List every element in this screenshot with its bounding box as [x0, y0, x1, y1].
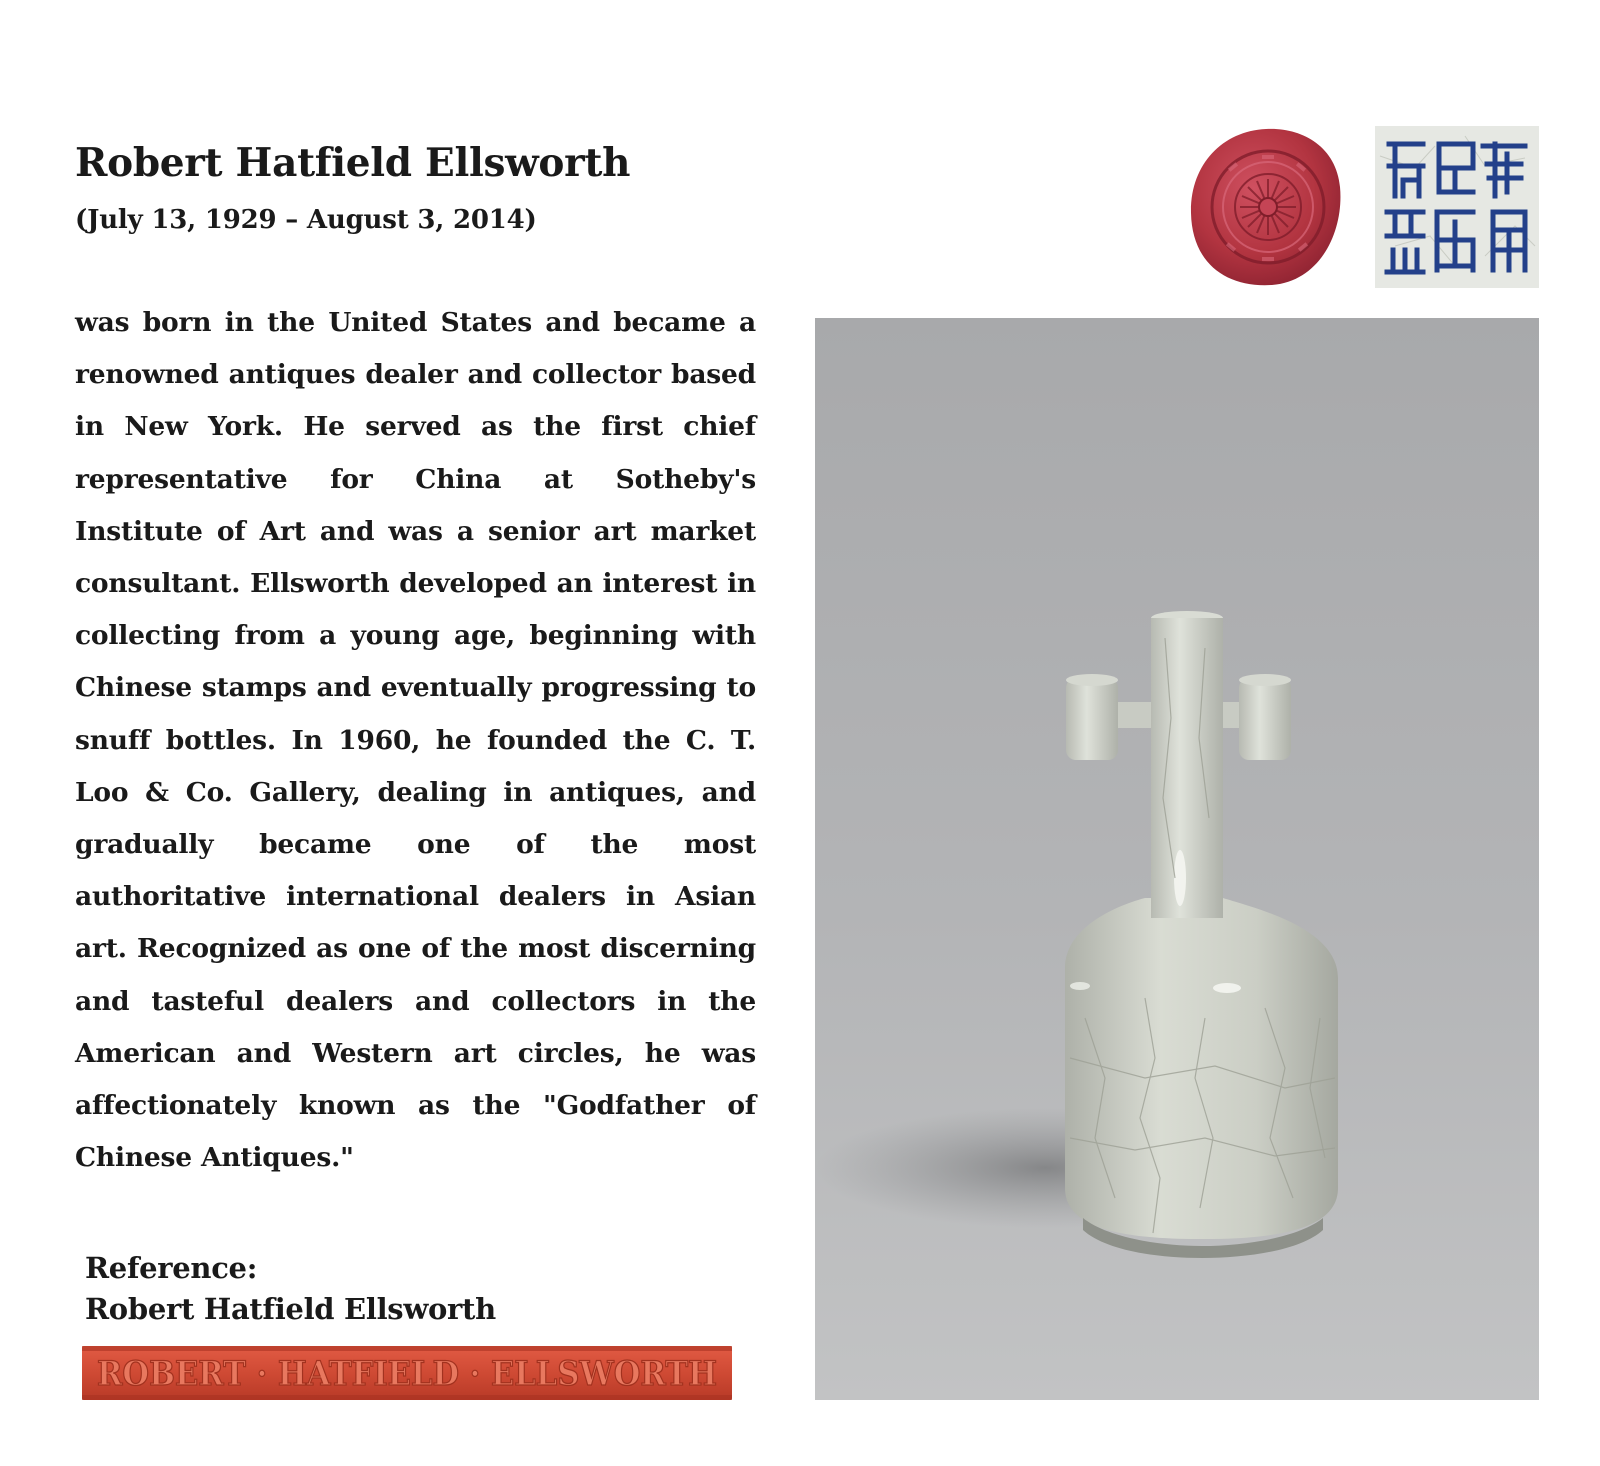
red-wax-seal-icon: [1188, 125, 1343, 288]
signature-stamp-image: [82, 1346, 732, 1400]
page-title: Robert Hatfield Ellsworth: [75, 140, 631, 186]
reference-label: Reference:: [85, 1251, 258, 1285]
celadon-vase-photo: [815, 318, 1539, 1400]
signature-stamp-text: ROBERT · HATFIELD · ELLSWORTH: [97, 1354, 717, 1394]
reference-name: Robert Hatfield Ellsworth: [85, 1292, 496, 1326]
blue-reign-mark-icon: [1375, 126, 1539, 288]
biography-text: was born in the United States and became a renowned antiques dealer and collector based in New York. He served as the first chief representative for China at Sotheby's Institute of Art and was a senior art market consultant. Ellsworth developed an interest in collecting from a young age, beginning with Chinese stamps and eventually progressing to snuff bottles. In 1960, he founded the C. T. Loo & Co. Gallery, dealing in antiques, and gradually became one of the most authoritative international dealers in Asian art. Recognized as one of the most discerning and tasteful dealers and collectors in the American and Western art circles, he was affectionately known as the "Godfather of Chinese Antiques.": [75, 307, 756, 1174]
life-dates: (July 13, 1929 – August 3, 2014): [75, 205, 537, 235]
